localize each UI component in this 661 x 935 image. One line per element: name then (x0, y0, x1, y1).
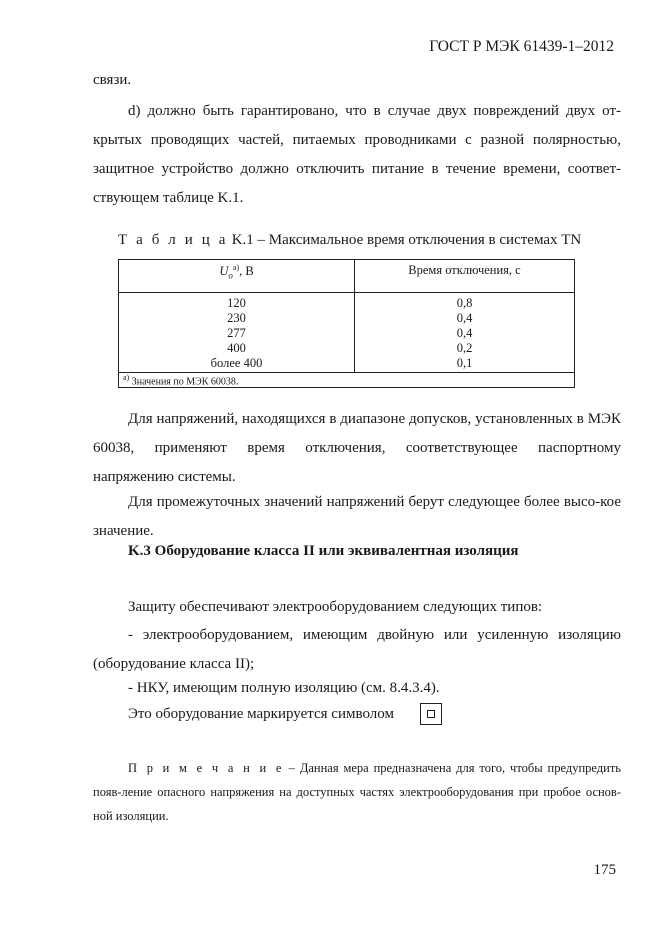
section-heading: K.3 Оборудование класса II или эквивалентная изоляция (128, 543, 519, 559)
table-footnote (119, 373, 575, 388)
note-label: П р и м е ч а н и е (128, 761, 284, 775)
time-value: 0,4 (456, 326, 473, 340)
paragraph-continuation: связи. (93, 72, 132, 88)
table-header-row (119, 260, 575, 293)
table-caption-label: Т а б л и ц а (118, 232, 228, 248)
footnote-mark: a) (123, 373, 130, 382)
time-column (355, 293, 575, 373)
list-item-nku: - НКУ, имеющим полную изоляцию (см. 8.4.3.4). (128, 680, 440, 696)
list-item-class2: - электрооборудованием, имеющим двойную или усиленную изоляцию (оборудование класса II); (93, 627, 621, 672)
class-ii-symbol-inner (427, 710, 435, 718)
voltage-symbol: U (219, 264, 229, 279)
note-paragraph (93, 756, 621, 828)
voltage-value: 400 (227, 341, 246, 355)
standard-header: ГОСТ Р МЭК 61439-1–2012 (429, 38, 614, 55)
table-caption (118, 232, 581, 249)
page-number: 175 (593, 862, 616, 878)
paragraph-tolerance: Для напряжений, находящихся в диапазоне допусков, установленных в МЭК 60038, применяют время отключения, соответствующее паспортному напряжению системы. (93, 411, 621, 485)
footnote-text: Значения по МЭК 60038. (129, 376, 239, 388)
voltage-footnote-mark: a) (232, 263, 240, 272)
time-value: 0,8 (456, 296, 473, 310)
paragraph-intermediate: Для промежуточных значений напряжений берут следующее более высо-кое значение. (93, 494, 621, 539)
time-value: 0,2 (456, 341, 473, 355)
table-footnote-row (119, 373, 575, 388)
voltage-value: 230 (227, 311, 246, 325)
table-caption-text: K.1 – Максимальное время отключения в системах TN (227, 232, 582, 248)
voltage-column (119, 293, 355, 373)
table-header-voltage (119, 260, 355, 293)
table-body-row (119, 293, 575, 373)
voltage-unit: , В (239, 264, 254, 279)
paragraph-protection: Защиту обеспечивают электрооборудованием следующих типов: (128, 599, 543, 615)
voltage-value: более 400 (210, 356, 263, 370)
note-text: – Данная мера предназначена для того, чтобы предупредить появ-ление опасного напряжения на доступных частях электрооборудования при пробое основ-ной изоляции. (93, 761, 621, 823)
time-value: 0,1 (456, 356, 473, 370)
voltage-value: 120 (227, 296, 246, 310)
paragraph-d: d) должно быть гарантировано, что в случае двух повреждений двух от-крытых проводящих частей, питаемых проводниками с разной полярностью, защитное устройство должно отключить питание в течение времени, соответ-ствующем таблице K.1. (93, 103, 621, 206)
symbol-sentence: Это оборудование маркируется символом (128, 706, 394, 722)
voltage-subscript: o (228, 270, 233, 281)
disconnection-time-table (118, 259, 575, 388)
voltage-value: 277 (227, 326, 246, 340)
table-header-time: Время отключения, с (355, 260, 575, 293)
class-ii-symbol-icon (420, 703, 442, 725)
time-value: 0,4 (456, 311, 473, 325)
